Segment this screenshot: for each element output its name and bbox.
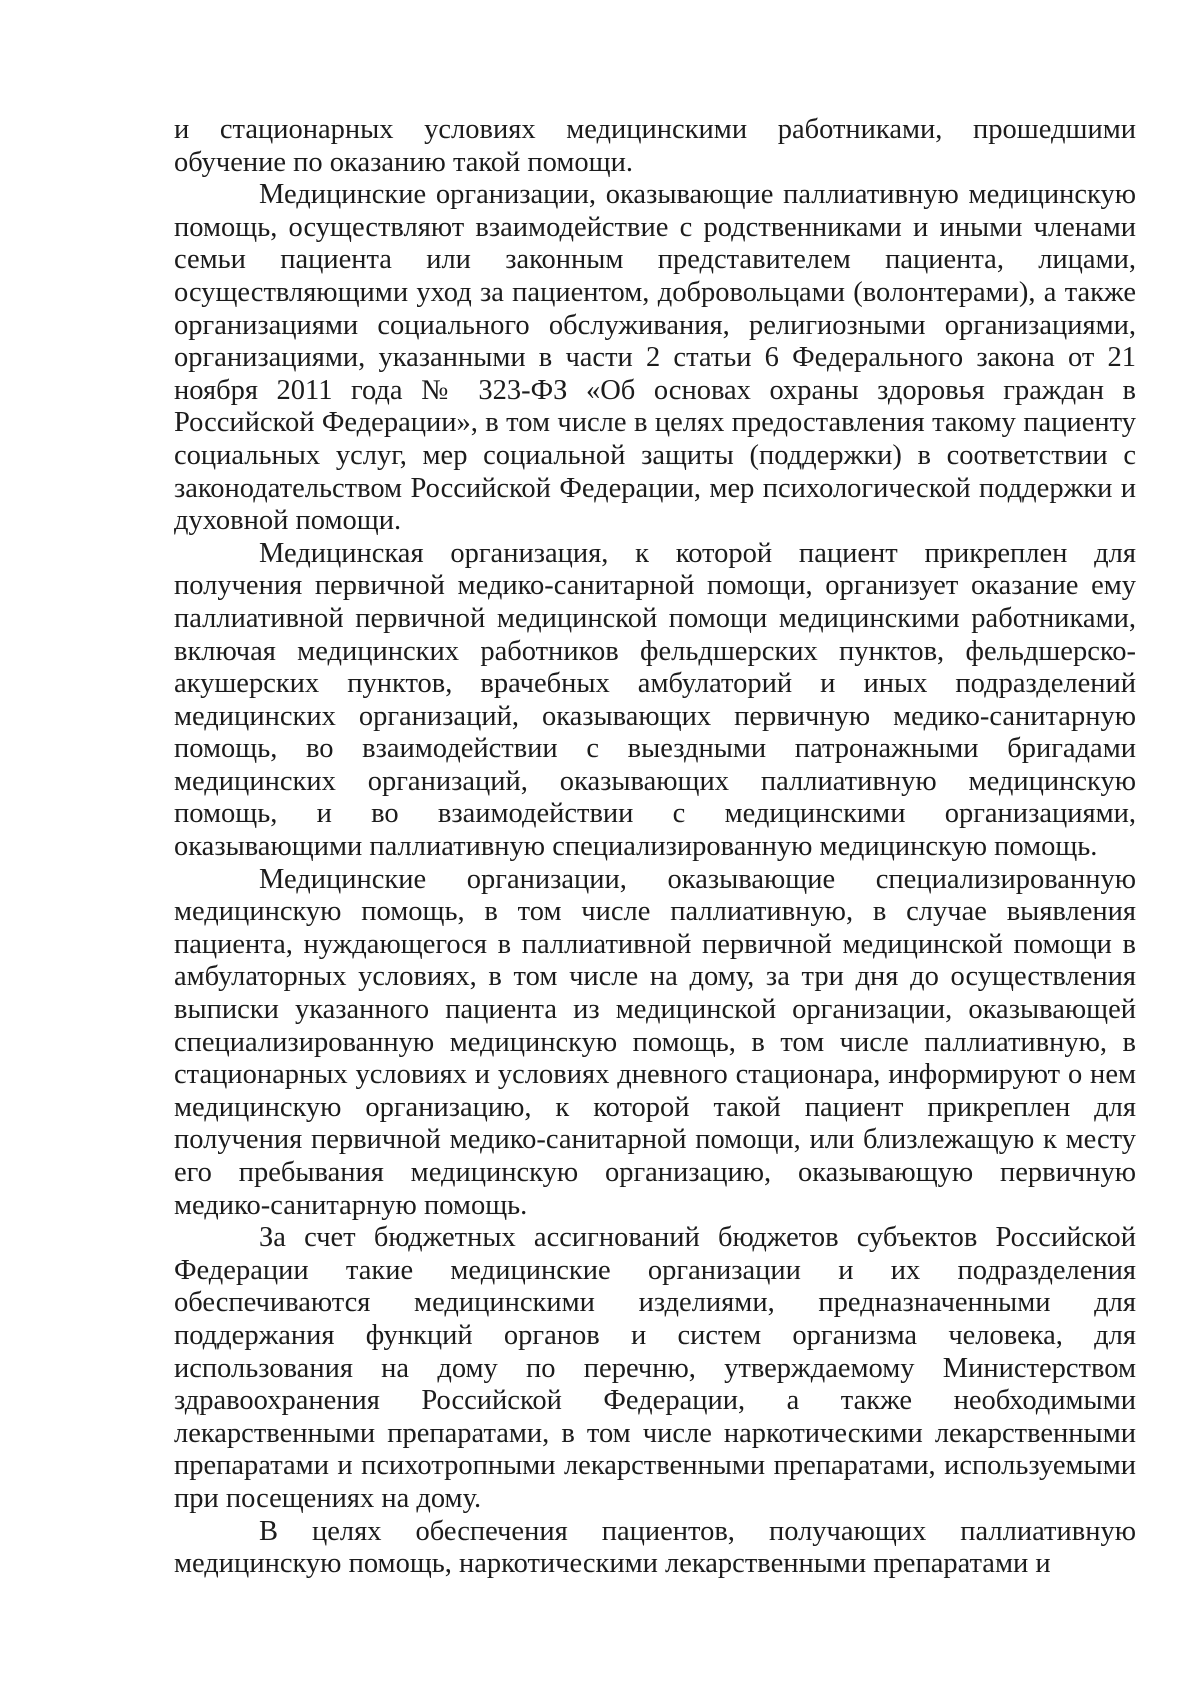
paragraph-primary-care-organization: Медицинская организация, к которой пациент прикреплен для получения первичной медико-санитарной помощи, организует оказание ему паллиативной первичной медицинской помощи медицинскими работниками, включая медицинских работников фельдшерских пунктов, фельдшерско-акушерских пунктов, врачебных амбулаторий и иных подразделений медицинских организаций, оказывающих первичную медико-санитарную помощь, во взаимодействии с выездными патронажными бригадами медицинских организаций, оказывающих паллиативную медицинскую помощь, и во взаимодействии с медицинскими организациями, оказывающими паллиативную специализированную медицинскую помощь.	[174, 537, 1136, 863]
paragraph-specialized-care-notification: Медицинские организации, оказывающие специализированную медицинскую помощь, в том числе паллиативную, в случае выявления пациента, нуждающегося в паллиативной первичной медицинской помощи в амбулаторных условиях, в том числе на дому, за три дня до осуществления выписки указанного пациента из медицинской организации, оказывающей специализированную медицинскую помощь, в том числе паллиативную, в стационарных условиях и условиях дневного стационара, информируют о нем медицинскую организацию, к которой такой пациент прикреплен для получения первичной медико-санитарной помощи, или близлежащую к месту его пребывания медицинскую организацию, оказывающую первичную медико-санитарную помощь.	[174, 863, 1136, 1221]
paragraph-budget-funding: За счет бюджетных ассигнований бюджетов субъектов Российской Федерации такие медицинские организации и их подразделения обеспечиваются медицинскими изделиями, предназначенными для поддержания функций органов и систем организма человека, для использования на дому по перечню, утверждаемому Министерством здравоохранения Российской Федерации, а также необходимыми лекарственными препаратами, в том числе наркотическими лекарственными препаратами и психотропными лекарственными препаратами, используемыми при посещениях на дому.	[174, 1222, 1136, 1514]
paragraph-interaction-with-relatives: Медицинские организации, оказывающие паллиативную медицинскую помощь, осуществляют взаимодействие с родственниками и иными членами семьи пациента или законным представителем пациента, лицами, осуществляющими уход за пациентом, добровольцами (волонтерами), а также организациями социального обслуживания, религиозными организациями, организациями, указанными в части 2 статьи 6 Федерального закона от 21 ноября 2011 года № 323-ФЗ «Об основах охраны здоровья граждан в Российской Федерации», в том числе в целях предоставления такому пациенту социальных услуг, мер социальной защиты (поддержки) в соответствии с законодательством Российской Федерации, мер психологической поддержки и духовной помощи.	[174, 179, 1136, 537]
document-page	[174, 114, 1136, 1581]
paragraph-continuation: и стационарных условиях медицинскими работниками, прошедшими обучение по оказанию такой помощи.	[174, 114, 1136, 178]
paragraph-narcotic-drugs-provision: В целях обеспечения пациентов, получающих паллиативную медицинскую помощь, наркотическими лекарственными препаратами и	[174, 1515, 1136, 1580]
